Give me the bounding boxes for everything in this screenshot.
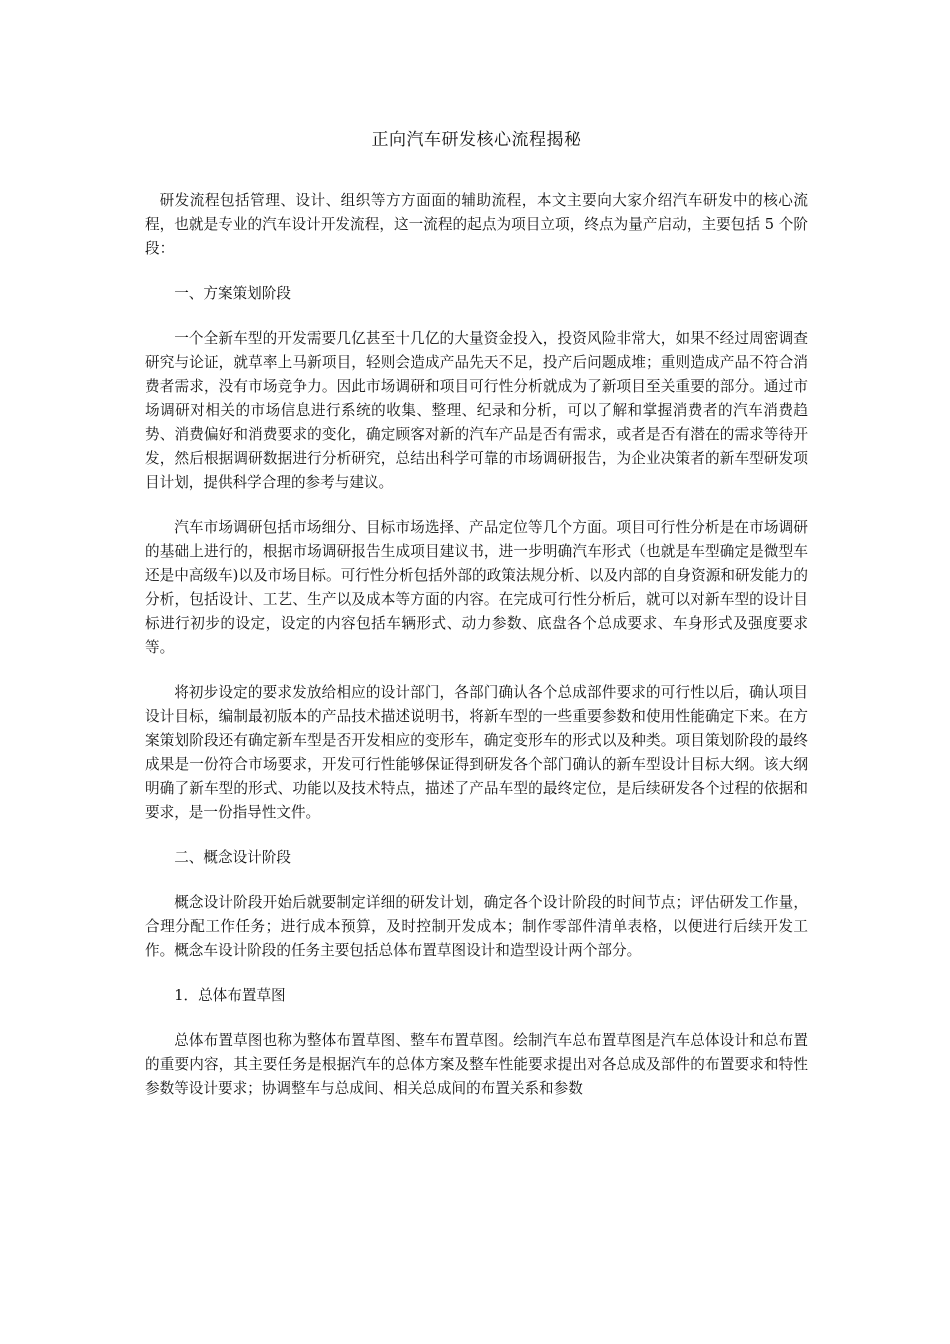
paragraph: 将初步设定的要求发放给相应的设计部门，各部门确认各个总成部件要求的可行性以后，确认项目设计目标，编制最初版本的产品技术描述说明书，将新车型的一些重要参数和使用性能确定下来。在方案策划阶段还有确定新车型是否开发相应的变形车，确定变形车的形式以及种类。项目策划阶段的最终成果是一份符合市场要求，开发可行性能够保证得到研发各个部门确认的新车型设计目标大纲。该大纲明确了新车型的形式、功能以及技术特点，描述了产品车型的最终定位，是后续研发各个过程的依据和要求，是一份指导性文件。 <box>145 684 808 821</box>
paragraph: 一个全新车型的开发需要几亿甚至十几亿的大量资金投入，投资风险非常大，如果不经过周密调查研究与论证，就草率上马新项目，轻则会造成产品先天不足，投产后问题成堆；重则造成产品不符合消费者需求，没有市场竞争力。因此市场调研和项目可行性分析就成为了新项目至关重要的部分。通过市场调研对相关的市场信息进行系统的收集、整理、纪录和分析，可以了解和掌握消费者的汽车消费趋势、消费偏好和消费要求的变化，确定顾客对新的汽车产品是否有需求，或者是否有潜在的需求等待开发，然后根据调研数据进行分析研究，总结出科学可靠的市场调研报告，为企业决策者的新车型研发项目计划，提供科学合理的参考与建议。 <box>145 330 808 491</box>
section-heading-2: 二、概念设计阶段 <box>174 849 291 866</box>
intro-paragraph: 研发流程包括管理、设计、组织等方方面面的辅助流程，本文主要向大家介绍汽车研发中的核心流程，也就是专业的汽车设计开发流程，这一流程的起点为项目立项，终点为量产启动，主要包括 5 个阶段： <box>145 192 808 257</box>
paragraph: 总体布置草图也称为整体布置草图、整车布置草图。绘制汽车总布置草图是汽车总体设计和总布置的重要内容，其主要任务是根据汽车的总体方案及整车性能要求提出对各总成及部件的布置要求和特性参数等设计要求；协调整车与总成间、相关总成间的布置关系和参数 <box>145 1032 808 1097</box>
document-title: 正向汽车研发核心流程揭秘 <box>371 130 582 150</box>
subsection-heading-1: 1．总体布置草图 <box>174 987 286 1004</box>
paragraph: 概念设计阶段开始后就要制定详细的研发计划，确定各个设计阶段的时间节点；评估研发工作量，合理分配工作任务；进行成本预算，及时控制开发成本；制作零部件清单表格，以便进行后续开发工作。概念车设计阶段的任务主要包括总体布置草图设计和造型设计两个部分。 <box>145 894 808 959</box>
section-heading-1: 一、方案策划阶段 <box>174 285 291 302</box>
document-page <box>145 128 808 1101</box>
paragraph: 汽车市场调研包括市场细分、目标市场选择、产品定位等几个方面。项目可行性分析是在市场调研的基础上进行的，根据市场调研报告生成项目建议书，进一步明确汽车形式（也就是车型确定是微型车还是中高级车)以及市场目标。可行性分析包括外部的政策法规分析、以及内部的自身资源和研发能力的分析，包括设计、工艺、生产以及成本等方面的内容。在完成可行性分析后，就可以对新车型的设计目标进行初步的设定，设定的内容包括车辆形式、动力参数、底盘各个总成要求、车身形式及强度要求等。 <box>145 519 808 656</box>
